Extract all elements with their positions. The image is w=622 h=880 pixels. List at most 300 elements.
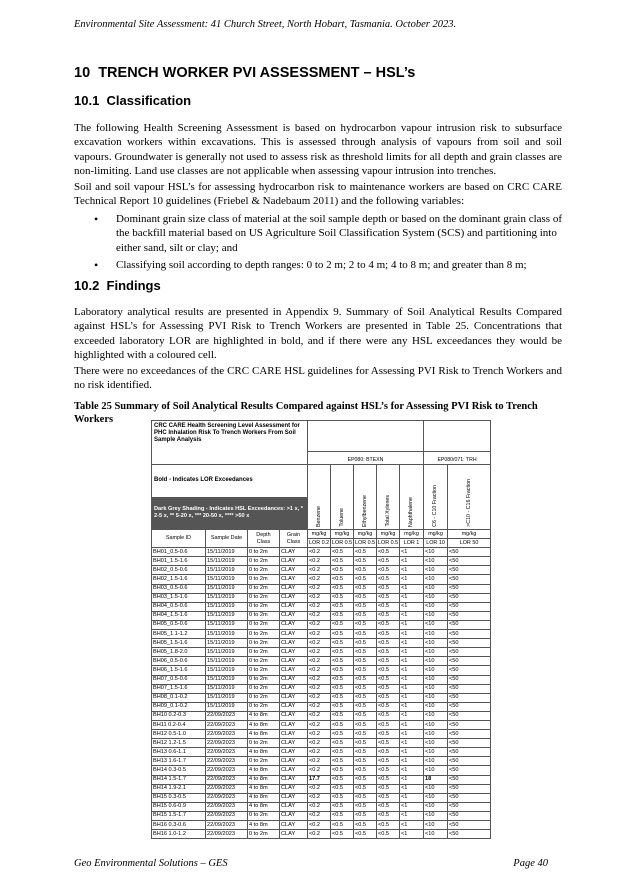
result-cell: <0.5 [377,748,400,757]
result-cell: <0.5 [331,611,354,620]
table-row [152,684,491,693]
result-cell: 18 [424,775,448,784]
result-cell: <1 [400,821,424,830]
result-cell: <0.5 [354,548,377,557]
row-label-cell: 15/11/2019 [206,575,248,584]
result-cell: <0.5 [331,675,354,684]
row-label-cell: BH04_1.5-1.6 [152,611,206,620]
result-cell: <50 [448,657,491,666]
result-cell: <1 [400,675,424,684]
result-cell: <0.5 [331,575,354,584]
result-cell: <0.5 [354,584,377,593]
result-cell: <0.2 [308,566,331,575]
result-cell: <0.2 [308,639,331,648]
result-cell: <0.5 [377,557,400,566]
section-heading [74,65,415,81]
row-label-cell: BH10 0.2-0.3 [152,711,206,720]
running-header: Environmental Site Assessment: 41 Church Street, North Hobart, Tasmania. October 2023. [74,19,457,30]
result-cell: <0.2 [308,739,331,748]
result-cell: <0.2 [308,557,331,566]
row-label-cell: BH13 0.6-1.1 [152,748,206,757]
table-row [152,739,491,748]
row-label-cell: BH02_0.5-0.6 [152,566,206,575]
row-label-cell: CLAY [280,830,308,839]
result-cell: <0.5 [354,602,377,611]
row-label-cell: 0 to 2m [248,648,280,657]
result-cell: <1 [400,575,424,584]
result-cell: <0.5 [377,648,400,657]
row-label-cell: 15/11/2019 [206,584,248,593]
result-cell: <0.5 [377,620,400,629]
result-cell: <50 [448,730,491,739]
result-cell: <10 [424,684,448,693]
row-label-cell: 0 to 2m [248,548,280,557]
result-cell: <1 [400,802,424,811]
result-cell: <10 [424,720,448,729]
result-cell: <0.2 [308,793,331,802]
result-cell: <0.5 [377,739,400,748]
result-cell: <0.2 [308,630,331,639]
variable-list [92,212,562,276]
row-label-cell: BH14 1.9-2.1 [152,784,206,793]
result-cell: <10 [424,611,448,620]
paragraph-findings: Laboratory analytical results are presented in Appendix 9. Summary of Soil Analytical Results Compared against HSL’s for Assessing PVI Risk to Trench Workers are presented in Table 25. Concentrations that exceeded laboratory LOR are highlighted in bold, and if there were any HSL exceedances they would be highlighted with a coloured cell. [74,306,562,362]
lor-cell: LOR 50 [448,539,491,548]
result-cell: <10 [424,657,448,666]
row-label-cell: CLAY [280,548,308,557]
table-row [152,630,491,639]
result-cell: <0.5 [354,684,377,693]
row-label-cell: 0 to 2m [248,557,280,566]
row-label-cell: 0 to 2m [248,620,280,629]
row-label-cell: CLAY [280,648,308,657]
result-cell: <0.5 [377,548,400,557]
result-cell: <1 [400,693,424,702]
row-label-cell: 22/09/2023 [206,766,248,775]
row-label-cell: CLAY [280,620,308,629]
result-cell: <0.5 [331,657,354,666]
col-header-grain-class: Grain Class [280,530,308,548]
table-row [152,775,491,784]
shading-legend: Dark Grey Shading - Indicates HSL Exceedances: >1 x, * 2-5 x, ** 5-20 x, *** 20-50 x, **** >50 x [152,497,308,530]
row-label-cell: BH14 1.5-1.7 [152,775,206,784]
result-cell: <0.5 [354,757,377,766]
result-cell: <0.5 [331,584,354,593]
row-label-cell: 0 to 2m [248,693,280,702]
result-cell: <0.5 [377,684,400,693]
result-cell: <0.5 [377,602,400,611]
result-cell: <0.5 [377,630,400,639]
row-label-cell: 15/11/2019 [206,684,248,693]
row-label-cell: 22/09/2023 [206,793,248,802]
section-title: TRENCH WORKER PVI ASSESSMENT – HSL’s [98,65,416,81]
row-label-cell: BH01_0.5-0.6 [152,548,206,557]
group-header-trh: EP080/071: TRH [424,452,491,465]
result-cell: <0.5 [354,666,377,675]
result-cell: <50 [448,793,491,802]
result-cell: <50 [448,630,491,639]
row-label-cell: 0 to 2m [248,811,280,820]
result-cell: <1 [400,702,424,711]
row-label-cell: BH12 1.2-1.5 [152,739,206,748]
row-label-cell: BH05_1.1-1.2 [152,630,206,639]
result-cell: <1 [400,630,424,639]
lor-cell: LOR 10 [424,539,448,548]
result-cell: <0.5 [377,711,400,720]
result-cell: <50 [448,739,491,748]
result-cell: <1 [400,593,424,602]
result-cell: <1 [400,757,424,766]
row-label-cell: 0 to 2m [248,657,280,666]
row-label-cell: 0 to 2m [248,757,280,766]
row-label-cell: CLAY [280,748,308,757]
paragraph-no-exceedances: There were no exceedances of the CRC CARE HSL guidelines for Assessing PVI Risk to Trench Workers and no risk identified. [74,365,562,392]
row-label-cell: 4 to 8m [248,730,280,739]
result-cell: <0.5 [377,821,400,830]
result-cell: <0.2 [308,811,331,820]
row-label-cell: 15/11/2019 [206,602,248,611]
hsl-results-table [151,420,491,839]
result-cell: <0.2 [308,584,331,593]
result-cell: <0.2 [308,702,331,711]
result-cell: <0.5 [354,784,377,793]
row-label-cell: 0 to 2m [248,830,280,839]
variable-list-item: • Classifying soil according to depth ranges: 0 to 2 m; 2 to 4 m; 4 to 8 m; and greater than 8 m; [92,258,562,272]
result-cell: <0.5 [331,684,354,693]
result-cell: <0.5 [331,593,354,602]
result-cell: <0.2 [308,821,331,830]
table-row [152,811,491,820]
row-label-cell: CLAY [280,675,308,684]
variable-list-item: • Dominant grain size class of material at the soil sample depth or based on the dominant grain class of the backfill material based on US Agriculture Soil Classification System (SCS) and partitioning into either sand, silt or clay; and [92,212,562,255]
row-label-cell: BH12 0.5-1.0 [152,730,206,739]
row-label-cell: CLAY [280,566,308,575]
unit-cell: mg/kg [448,530,491,539]
unit-cell: mg/kg [377,530,400,539]
subsection-heading-findings [74,278,161,293]
table-row [152,566,491,575]
result-cell: <0.5 [377,566,400,575]
result-cell: <10 [424,639,448,648]
row-label-cell: CLAY [280,730,308,739]
result-cell: <1 [400,793,424,802]
result-cell: <0.5 [331,811,354,820]
row-label-cell: CLAY [280,811,308,820]
section-number: 10 [74,65,91,81]
row-label-cell: BH08_0.1-0.2 [152,693,206,702]
result-cell: <10 [424,802,448,811]
row-label-cell: BH03_0.5-0.6 [152,584,206,593]
row-label-cell: 15/11/2019 [206,557,248,566]
row-label-cell: 22/09/2023 [206,711,248,720]
table-row [152,548,491,557]
result-cell: <10 [424,766,448,775]
result-cell: <50 [448,766,491,775]
row-label-cell: 15/11/2019 [206,666,248,675]
result-cell: <0.5 [377,675,400,684]
row-label-cell: 15/11/2019 [206,593,248,602]
result-cell: <0.5 [354,675,377,684]
result-cell: <0.5 [354,630,377,639]
table-row [152,784,491,793]
row-label-cell: BH15 1.5-1.7 [152,811,206,820]
result-cell: <1 [400,584,424,593]
row-label-cell: 22/09/2023 [206,821,248,830]
subsection-heading-classification [74,93,191,108]
result-cell: <0.2 [308,784,331,793]
table-row [152,575,491,584]
footer-left: Geo Environmental Solutions – GES [74,858,228,869]
row-label-cell: CLAY [280,575,308,584]
result-cell: <0.5 [354,611,377,620]
result-cell: <0.5 [354,720,377,729]
result-cell: <0.2 [308,620,331,629]
row-label-cell: CLAY [280,602,308,611]
table-row [152,611,491,620]
row-label-cell: CLAY [280,775,308,784]
row-label-cell: BH05_1.5-1.6 [152,639,206,648]
row-label-cell: 15/11/2019 [206,630,248,639]
lor-cell: LOR 1 [400,539,424,548]
result-cell: <1 [400,657,424,666]
result-cell: <10 [424,811,448,820]
result-cell: <0.5 [377,793,400,802]
result-cell: <10 [424,666,448,675]
row-label-cell: 22/09/2023 [206,784,248,793]
row-label-cell: 4 to 8m [248,711,280,720]
result-cell: <0.2 [308,720,331,729]
result-rows [152,548,491,839]
result-cell: <10 [424,557,448,566]
row-label-cell: 15/11/2019 [206,675,248,684]
result-cell: <10 [424,630,448,639]
row-label-cell: 0 to 2m [248,702,280,711]
col-header-sample-id: Sample ID [152,530,206,548]
result-cell: <50 [448,775,491,784]
row-label-cell: BH01_1.5-1.6 [152,557,206,566]
result-cell: <50 [448,666,491,675]
result-cell: <0.5 [354,566,377,575]
row-label-cell: CLAY [280,593,308,602]
result-cell: <0.5 [331,602,354,611]
result-cell: <0.5 [331,548,354,557]
row-label-cell: CLAY [280,793,308,802]
row-label-cell: CLAY [280,711,308,720]
result-cell: <1 [400,730,424,739]
result-cell: <1 [400,648,424,657]
result-cell: <0.2 [308,684,331,693]
result-cell: <10 [424,675,448,684]
row-label-cell: BH11 0.2-0.4 [152,720,206,729]
result-cell: <0.2 [308,766,331,775]
row-label-cell: BH16 0.3-0.6 [152,821,206,830]
unit-cell: mg/kg [400,530,424,539]
result-cell: <10 [424,648,448,657]
result-cell: <0.5 [354,639,377,648]
row-label-cell: 22/09/2023 [206,748,248,757]
table-title: CRC CARE Health Screening Level Assessment for PHC Inhalation Risk To Trench Workers From Soil Sample Analysis [152,421,308,465]
result-cell: <10 [424,830,448,839]
result-cell: <0.5 [354,748,377,757]
row-label-cell: CLAY [280,784,308,793]
result-cell: <0.5 [377,575,400,584]
paragraph-classification-intro: The following Health Screening Assessment is based on hydrocarbon vapour intrusion risk to subsurface excavation workers within excavations. This is assessed through analysis of vapours from soil and soil vapours. Groundwater is generally not used to assess risk as threshold limits for all depth and grain classes are non-limiting. Land use classes are not applicable when assessing vapour intrusion into trenches. [74,122,562,178]
result-cell: <50 [448,821,491,830]
result-cell: <1 [400,557,424,566]
row-label-cell: 0 to 2m [248,566,280,575]
row-label-cell: 0 to 2m [248,593,280,602]
result-cell: <0.5 [354,711,377,720]
row-label-cell: CLAY [280,693,308,702]
result-cell: <0.5 [354,593,377,602]
result-cell: <1 [400,775,424,784]
table-row [152,639,491,648]
row-label-cell: 15/11/2019 [206,548,248,557]
row-label-cell: CLAY [280,739,308,748]
result-cell: <0.5 [331,802,354,811]
unit-cell: mg/kg [331,530,354,539]
result-cell: <50 [448,802,491,811]
row-label-cell: 22/09/2023 [206,757,248,766]
row-label-cell: 22/09/2023 [206,802,248,811]
row-label-cell: 4 to 8m [248,775,280,784]
table-row [152,584,491,593]
result-cell: <1 [400,611,424,620]
table-row [152,730,491,739]
result-cell: <0.5 [331,557,354,566]
result-cell: <0.2 [308,593,331,602]
result-cell: <50 [448,748,491,757]
row-label-cell: CLAY [280,557,308,566]
result-cell: <0.2 [308,666,331,675]
table-row [152,720,491,729]
lor-cell: LOR 0.2 [308,539,331,548]
table-row [152,830,491,839]
subsection-number: 10.2 [74,278,100,293]
result-cell: <0.5 [377,611,400,620]
result-cell: <50 [448,602,491,611]
result-cell: <50 [448,693,491,702]
result-cell: <0.2 [308,802,331,811]
row-label-cell: 0 to 2m [248,611,280,620]
result-cell: <0.5 [354,702,377,711]
analyte-header: C6 - C10 Fraction [424,465,448,530]
result-cell: <10 [424,793,448,802]
result-cell: <10 [424,693,448,702]
result-cell: <1 [400,711,424,720]
row-label-cell: 4 to 8m [248,802,280,811]
result-cell: <50 [448,811,491,820]
result-cell: <50 [448,684,491,693]
col-header-sample-date: Sample Date [206,530,248,548]
row-label-cell: 0 to 2m [248,684,280,693]
row-label-cell: 15/11/2019 [206,620,248,629]
analyte-header: >C10 - C16 Fraction [448,465,491,530]
result-cell: <50 [448,711,491,720]
result-cell: <0.5 [331,620,354,629]
row-label-cell: CLAY [280,639,308,648]
result-cell: <0.5 [331,784,354,793]
row-label-cell: 0 to 2m [248,666,280,675]
analyte-header: Benzene [308,465,331,530]
lor-cell: LOR 0.5 [377,539,400,548]
result-cell: <0.5 [354,648,377,657]
subsection-title: Classification [106,93,192,108]
row-label-cell: 15/11/2019 [206,566,248,575]
result-cell: <10 [424,784,448,793]
result-cell: <50 [448,593,491,602]
result-cell: <1 [400,684,424,693]
result-cell: <10 [424,620,448,629]
row-label-cell: CLAY [280,766,308,775]
row-label-cell: BH06_0.5-0.6 [152,657,206,666]
result-cell: <0.2 [308,757,331,766]
result-cell: <10 [424,739,448,748]
result-cell: <50 [448,639,491,648]
unit-cell: mg/kg [354,530,377,539]
table-row [152,620,491,629]
result-cell: <50 [448,557,491,566]
result-cell: <10 [424,566,448,575]
result-cell: <0.5 [354,766,377,775]
result-cell: <50 [448,648,491,657]
result-cell: <0.2 [308,830,331,839]
row-label-cell: 0 to 2m [248,602,280,611]
result-cell: <0.2 [308,657,331,666]
row-label-cell: CLAY [280,611,308,620]
result-cell: <0.2 [308,648,331,657]
result-cell: <10 [424,821,448,830]
result-cell: <0.2 [308,575,331,584]
row-label-cell: 4 to 8m [248,821,280,830]
table-row [152,748,491,757]
table-row [152,757,491,766]
table-row [152,648,491,657]
group-header-btexn: EP080: BTEXN [308,452,424,465]
row-label-cell: 4 to 8m [248,793,280,802]
result-cell: <1 [400,784,424,793]
row-label-cell: BH13 1.6-1.7 [152,757,206,766]
subsection-number: 10.1 [74,93,100,108]
result-cell: <0.2 [308,611,331,620]
row-label-cell: BH07_0.5-0.6 [152,675,206,684]
row-label-cell: 4 to 8m [248,720,280,729]
result-cell: <50 [448,675,491,684]
row-label-cell: CLAY [280,821,308,830]
result-cell: <1 [400,720,424,729]
result-cell: <0.2 [308,675,331,684]
result-cell: <50 [448,702,491,711]
table-row [152,666,491,675]
result-cell: <0.5 [354,775,377,784]
result-cell: <0.5 [377,720,400,729]
row-label-cell: BH02_1.5-1.6 [152,575,206,584]
page-number: Page 40 [513,858,548,869]
result-cell: <0.5 [377,802,400,811]
result-cell: <10 [424,575,448,584]
row-label-cell: BH15 0.6-0.9 [152,802,206,811]
result-cell: <0.2 [308,693,331,702]
result-cell: <10 [424,730,448,739]
table-row [152,711,491,720]
row-label-cell: CLAY [280,802,308,811]
result-cell: <0.5 [331,766,354,775]
result-cell: <10 [424,711,448,720]
row-label-cell: 15/11/2019 [206,702,248,711]
result-cell: <0.5 [377,730,400,739]
result-cell: <0.5 [354,739,377,748]
row-label-cell: 22/09/2023 [206,775,248,784]
